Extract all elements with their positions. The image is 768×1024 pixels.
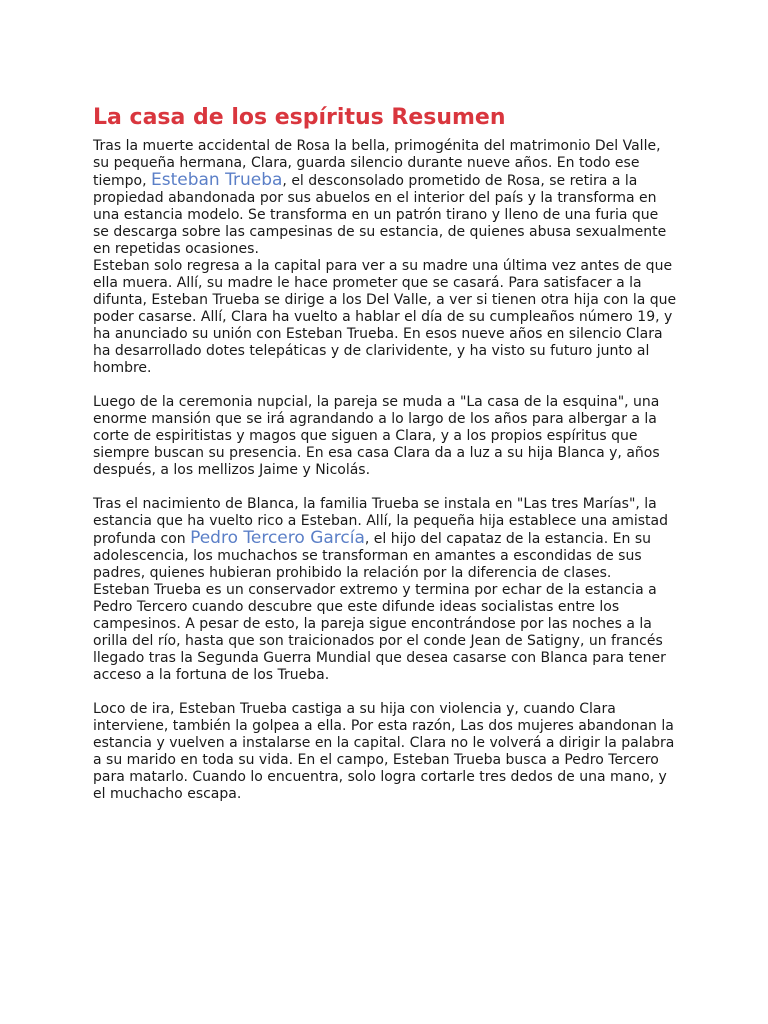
paragraph-4-after: , el hijo del capataz de la estancia. En su adolescencia, los muchachos se transforman en amantes a escondidas de sus padres, quienes hubieran prohibido la relación por la diferencia de clases. [93,531,651,581]
paragraph-2: Esteban solo regresa a la capital para ver a su madre una última vez antes de que ella muera. Allí, su madre le hace prometer que se casará. Para satisfacer a la difunta, Esteban Trueba se dirige a los Del Valle, a ver si tienen otra hija con la que poder casarse. Allí, Clara ha vuelto a hablar el día de su cumpleaños número 19, y ha anunciado su unión con Esteban Trueba. En esos nueve años en silencio Clara ha desarrollado dotes telepáticas y de clarividente, y ha visto su futuro junto al hombre. [93,258,677,376]
page-title: La casa de los espíritus Resumen [93,105,506,130]
paragraph-6: Loco de ira, Esteban Trueba castiga a su hija con violencia y, cuando Clara interviene, también la golpea a ella. Por esta razón, Las dos mujeres abandonan la estancia y vuelven a instalarse en la capital. Clara no le volverá a dirigir la palabra a su marido en toda su vida. En el campo, Esteban Trueba busca a Pedro Tercero para matarlo. Cuando lo encuentra, solo logra cortarle tres dedos de una mano, y el muchacho escapa. [93,701,675,802]
paragraph-5: Esteban Trueba es un conservador extremo y termina por echar de la estancia a Pedro Tercero cuando descubre que este difunde ideas socialistas entre los campesinos. A pesar de esto, la pareja sigue encontrándose por las noches a la orilla del río, hasta que son traicionados por el conde Jean de Satigny, un francés llegado tras la Segunda Guerra Mundial que desea casarse con Blanca para tener acceso a la fortuna de los Trueba. [93,582,666,683]
paragraph-4 [93,496,677,582]
link-pedro-tercero-garcia[interactable]: Pedro Tercero García [190,528,365,548]
link-esteban-trueba[interactable]: Esteban Trueba [150,170,283,190]
paragraph-3: Luego de la ceremonia nupcial, la pareja se muda a "La casa de la esquina", una enorme mansión que se irá agrandando a lo largo de los años para albergar a la corte de espiritistas y magos que siguen a Clara, y a los propios espíritus que siempre buscan su presencia. En esa casa Clara da a luz a su hija Blanca y, años después, a los mellizos Jaime y Nicolás. [93,394,660,478]
paragraph-4-before: Tras el nacimiento de Blanca, la familia Trueba se instala en "Las tres Marías", la estancia que ha vuelto rico a Esteban. Allí, la pequeña hija establece una amistad profunda con [93,496,669,547]
paragraph-1-before: Tras la muerte accidental de Rosa la bella, primogénita del matrimonio Del Valle, su pequeña hermana, Clara, guarda silencio durante nueve años. En todo ese tiempo, [93,138,661,189]
paragraph-1-after: , el desconsolado prometido de Rosa, se retira a la propiedad abandonada por sus abuelos en el interior del país y la transforma en una estancia modelo. Se transforma en un patrón tirano y lleno de una furia que se descarga sobre las campesinas de su estancia, de quienes abusa sexualmente en repetidas ocasiones. [93,173,667,257]
paragraph-1 [93,138,677,258]
document-page [93,104,677,803]
